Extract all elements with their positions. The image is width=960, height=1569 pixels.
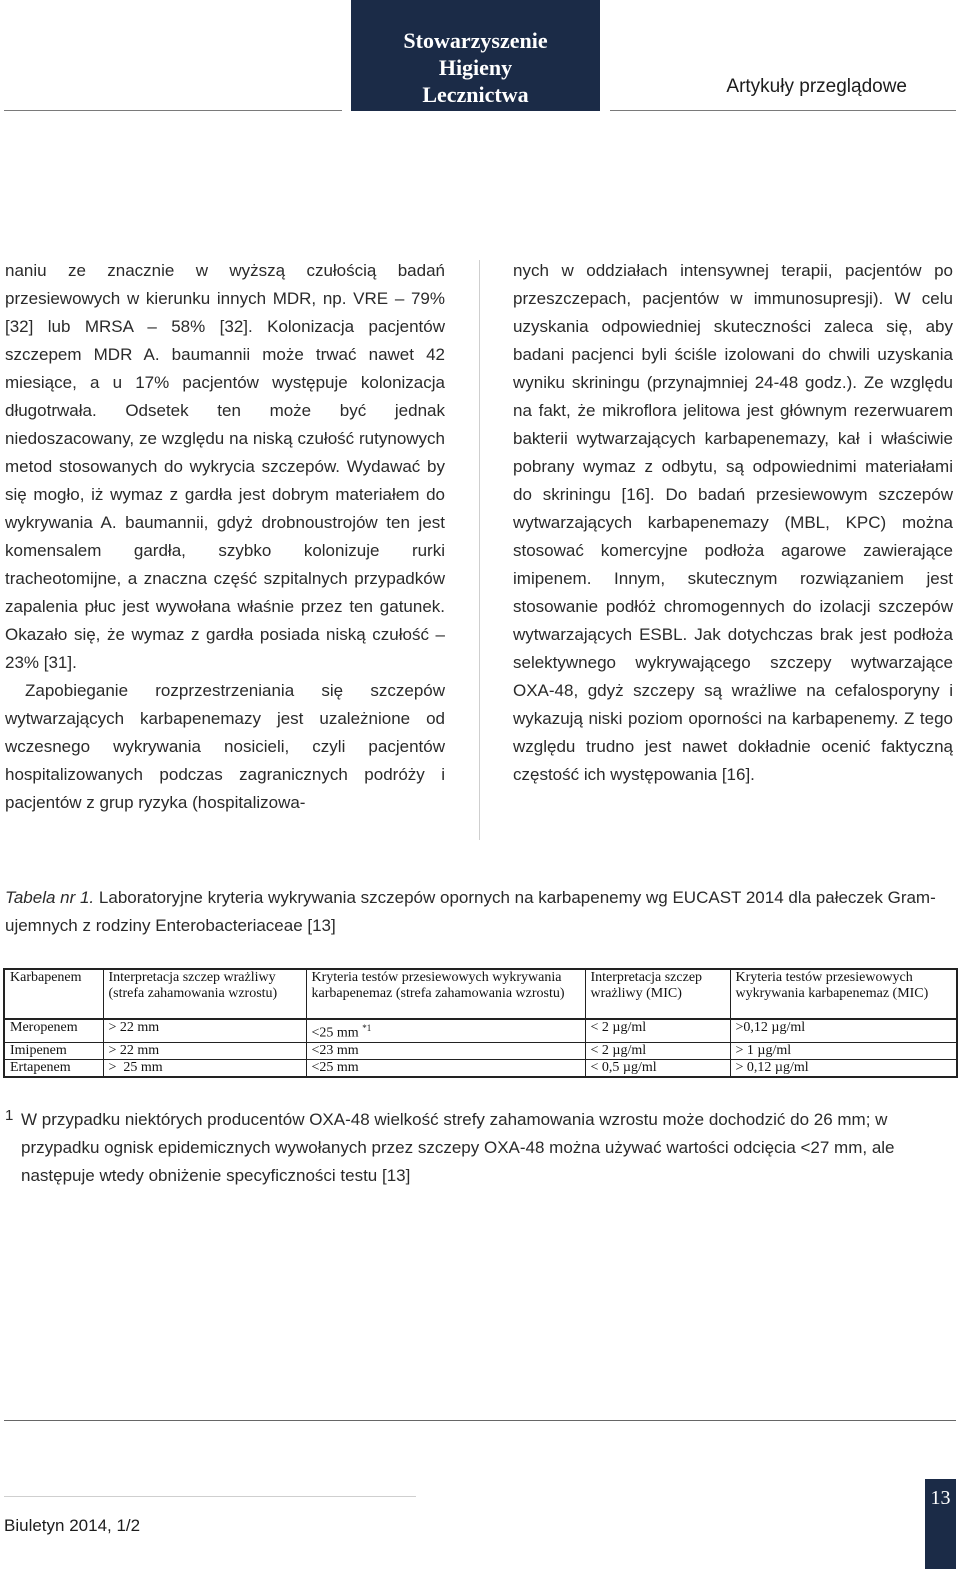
column-divider (479, 260, 480, 840)
table-row (4, 1042, 957, 1059)
header-rule-right (610, 110, 956, 111)
table-cell: Imipenem (4, 1042, 103, 1059)
table-cell: > 22 mm (103, 1019, 306, 1042)
table-cell: > 0,12 µg/ml (730, 1059, 957, 1077)
table-cell: < 2 µg/ml (585, 1019, 730, 1042)
right-column (513, 257, 953, 789)
logo-line-1: Stowarzyszenie (403, 28, 548, 53)
table-header-cell: Kryteria testów przesiewowych wykrywania karbapenemaz (strefa zahamowania wzrostu) (306, 969, 585, 1019)
logo-line-2: Higieny (438, 55, 513, 80)
footer-rule-short (4, 1496, 416, 1497)
footnote-mark: 1 (5, 1107, 14, 1124)
page-number: 13 (925, 1479, 956, 1569)
table-caption-lead: Tabela nr 1. (5, 888, 95, 907)
table-cell: Ertapenem (4, 1059, 103, 1077)
table-footnote-ref: *1 (362, 1023, 372, 1033)
table-cell: > 22 mm (103, 1042, 306, 1059)
table-cell: <25 mm (306, 1059, 585, 1077)
table-cell: <23 mm (306, 1042, 585, 1059)
footnote (5, 1106, 955, 1190)
table-row (4, 1019, 957, 1042)
logo-line-3: Lecznictwa (422, 82, 529, 107)
table-header-row (4, 969, 957, 1019)
right-paragraph-1: nych w oddziałach intensywnej terapii, pacjentów po przeszczepach, pacjentów w immunosupresji). W celu uzyskania odpowiedniej skuteczności zaleca się, aby badani pacjenci byli ściśle izolowani do chwili uzyskania wyniku skriningu (przynajmniej 24-48 godz.). Ze względu na fakt, że mikroflora jelitowa jest głównym rezerwuarem bakterii wytwarzających karbapenemazy, kał i właściwie pobrany wymaz z odbytu, są odpowiednimi materiałami do skriningu [16]. Do badań przesiewowym szczepów wytwarzających karbapenemazy (MBL, KPC) można stosować komercyjne podłoża agarowe zawierające imipenem. Innym, skutecznym rozwiązaniem jest stosowanie podłóż chromogennych do izolacji szczepów wytwarzających ESBL. Jak dotychczas brak jest podłoża selektywnego wykrywającego szczepy wytwarzające OXA-48, gdyż szczepy są wrażliwe na cefalosporyny i wykazują niski poziom oporności na karbapenemy. Z tego względu trudno jest nawet dokładnie ocenić faktyczną częstość ich występowania [16]. (513, 261, 953, 784)
table-cell: Meropenem (4, 1019, 103, 1042)
header-rule-left (4, 110, 342, 111)
journal-issue: Biuletyn 2014, 1/2 (4, 1516, 141, 1535)
table-cell: > 1 µg/ml (730, 1042, 957, 1059)
table-header-cell: Interpretacja szczep wrażliwy (MIC) (585, 969, 730, 1019)
table-header-cell: Interpretacja szczep wrażliwy (strefa zahamowania wzrostu) (103, 969, 306, 1019)
table-cell: < 2 µg/ml (585, 1042, 730, 1059)
society-logo (351, 0, 600, 111)
criteria-table (3, 968, 958, 1078)
table-cell: > 25 mm (103, 1059, 306, 1077)
table-row (4, 1059, 957, 1077)
table-cell-value: <25 mm (311, 1025, 359, 1041)
table-cell (306, 1019, 585, 1042)
left-paragraph-2: Zapobieganie rozprzestrzeniania się szczepów wytwarzających karbapenemazy jest uzależnione od wczesnego wykrywania nosicieli, czyli pacjentów hospitalizowanych podczas zagranicznych podróży i pacjentów z grup ryzyka (hospitalizowa- (5, 681, 445, 812)
table-cell: < 0,5 µg/ml (585, 1059, 730, 1077)
table-caption-text: Laboratoryjne kryteria wykrywania szczepów opornych na karbapenemy wg EUCAST 2014 dla pałeczek Gram-ujemnych z rodziny Enterobacteriaceae [13] (5, 888, 936, 935)
footnote-text: W przypadku niektórych producentów OXA-48 wielkość strefy zahamowania wzrostu może dochodzić do 26 mm; w przypadku ognisk epidemicznych wywołanych przez szczepy OXA-48 można używać wartości odcięcia <27 mm, ale następuje wtedy obniżenie specyficzności testu [13] (21, 1110, 895, 1185)
table-header-cell: Karbapenem (4, 969, 103, 1019)
table-header-cell: Kryteria testów przesiewowych wykrywania karbapenemaz (MIC) (730, 969, 957, 1019)
table-caption (5, 884, 955, 940)
left-paragraph-1: naniu ze znacznie w wyższą czułością badań przesiewowych w kierunku innych MDR, np. VRE – 79% [32] lub MRSA – 58% [32]. Kolonizacja pacjentów szczepem MDR A. baumannii może trwać nawet 42 miesiące, a u 17% pacjentów występuje kolonizacja długotrwała. Odsetek ten może być jednak niedoszacowany, ze względu na niską czułość rutynowych metod stosowanych do wykrycia szczepów. Wydawać by się mogło, iż wymaz z gardła jest dobrym materiałem do wykrywania A. baumannii, gdyż drobnoustrojów ten jest komensalem gardła, szybko kolonizuje rurki tracheotomijne, a znaczna część szpitalnych przypadków zapalenia płuc jest wywołana właśnie przez ten gatunek. Okazało się, że wymaz z gardła posiada niską czułość – 23% [31]. (5, 261, 445, 672)
footer-rule (4, 1420, 956, 1421)
left-column (5, 257, 445, 817)
section-label: Artykuły przeglądowe (726, 76, 907, 97)
table-cell: >0,12 µg/ml (730, 1019, 957, 1042)
